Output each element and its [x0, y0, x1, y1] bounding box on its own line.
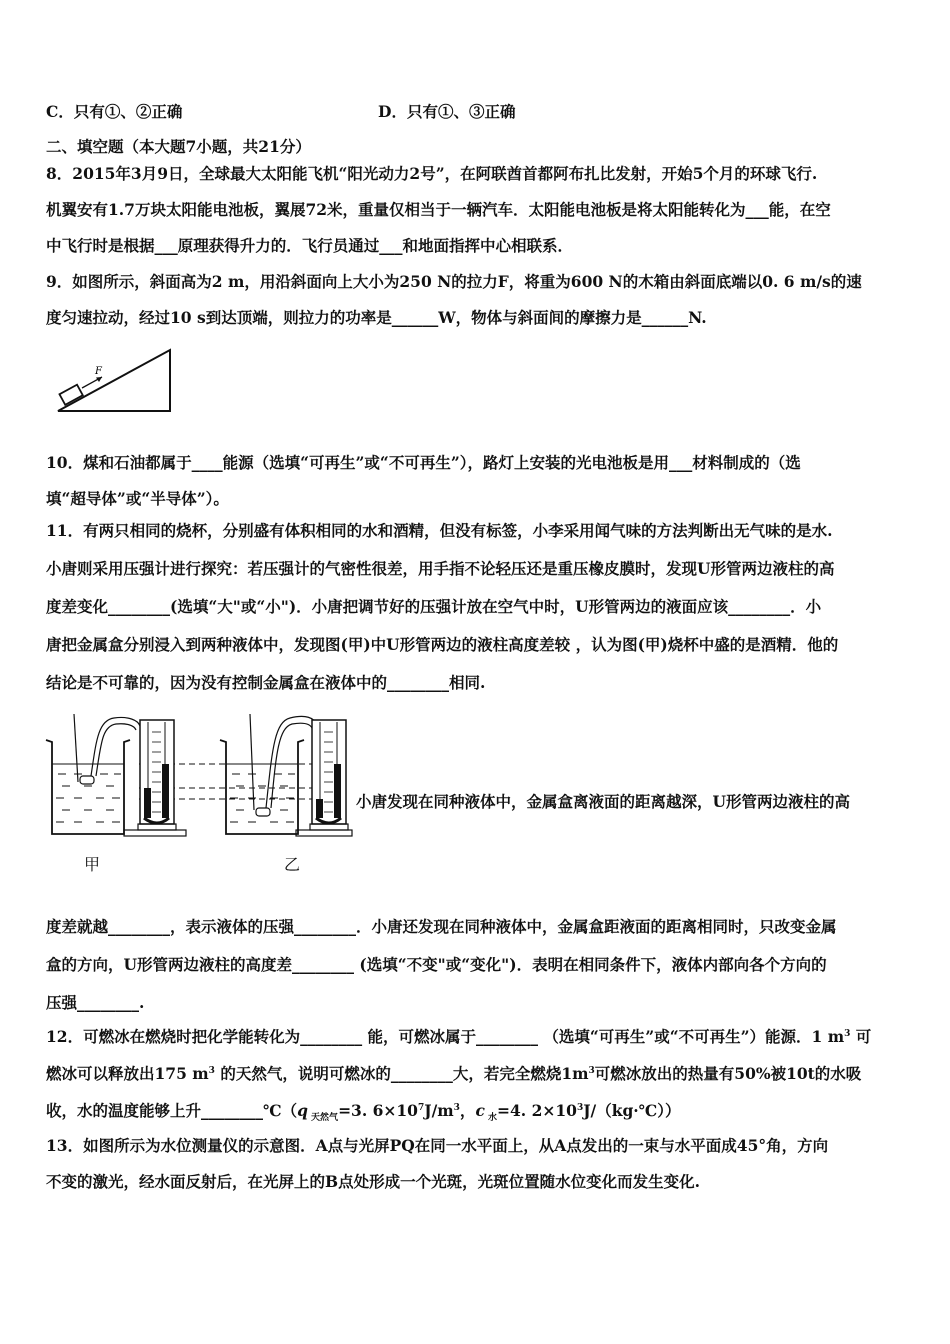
beaker-yi [220, 714, 316, 834]
pressure-gauge-figure [44, 712, 354, 842]
q10-line-2: 填“超导体”或“半导体”）。 [46, 489, 229, 508]
q11-line-4: 唐把金属盒分别浸入到两种液体中，发现图(甲)中U形管两边的液柱高度差较 ，认为图(甲)烧杯中盛的是酒精．他的 [46, 635, 839, 654]
label-jia: 甲 [84, 855, 101, 874]
q11-side-text: 小唐发现在同种液体中，金属盒离液面的距离越深，U形管两边液柱的高 [356, 792, 851, 811]
q11-line-2: 小唐则采用压强计进行探究：若压强计的气密性很差，用手指不论轻压还是重压橡皮膜时，发现U形管两边液柱的高 [46, 559, 835, 578]
u-tube-yi [296, 720, 352, 836]
q11-cont-line-1: 度差就越________，表示液体的压强________．小唐还发现在同种液体中，金属盒距液面的距离相同时，只改变金属 [46, 917, 837, 936]
q13-line-1: 13．如图所示为水位测量仪的示意图．A点与光屏PQ在同一水平面上，从A点发出的一束与水平面成45°角，方向 [46, 1136, 829, 1155]
q10-line-1: 10．煤和石油都属于____能源（选填“可再生”或“不可再生”），路灯上安装的光电池板是用___材料制成的（选 [46, 453, 801, 472]
q9-line-2: 度匀速拉动，经过10 s到达顶端，则拉力的功率是______W，物体与斜面间的摩擦力是______N. [46, 308, 707, 327]
q8-line-3: 中飞行时是根据___原理获得升力的．飞行员通过___和地面指挥中心相联系． [46, 236, 574, 255]
q9-line-1: 9．如图所示，斜面高为2 m，用沿斜面向上大小为250 N的拉力F，将重为600 N的木箱由斜面底端以0. 6 m/s的速 [46, 272, 862, 291]
q11-line-3: 度差变化________(选填“大"或“小")．小唐把调节好的压强计放在空气中时，U形管两边的液面应该________．小 [46, 597, 822, 616]
q8-line-2: 机翼安有1.7万块太阳能电池板，翼展72米，重量仅相当于一辆汽车．太阳能电池板是将太阳能转化为___能，在空 [46, 200, 831, 219]
q12-line-1: 12．可燃冰在燃烧时把化学能转化为________ 能，可燃冰属于________ （选填“可再生”或“不可再生”）能源．1 $m^3$ 可 [46, 1027, 872, 1046]
option-c: C．只有①、②正确 [46, 102, 183, 121]
label-yi: 乙 [284, 855, 301, 874]
u-tube-jia [124, 720, 186, 836]
beaker-jia [46, 714, 140, 834]
q11-line-1: 11．有两只相同的烧杯，分别盛有体积相同的水和酒精，但没有标签，小李采用闻气味的方法判断出无气味的是水. [46, 521, 833, 540]
q12-line-3: 收，水的温度能够上升________℃（q $_{天然气}$=3. $6\times 10^7J/m^3$，c $_水$=4. $2\times 10^3J/(kg\cdot℃)$） [46, 1101, 681, 1124]
q12-line-2: 燃冰可以释放出175 $m^3$ 的天然气，说明可燃冰的________大，若完全燃烧$1m^3$可燃冰放出的热量有50%被10t的水吸 [46, 1064, 862, 1083]
q8-line-1: 8．2015年3月9日，全球最大太阳能飞机“阳光动力2号”，在阿联酋首都阿布扎比发射，开始5个月的环球飞行. [46, 164, 818, 183]
q11-line-5: 结论是不可靠的，因为没有控制金属盒在液体中的________相同. [46, 673, 486, 692]
q13-line-2: 不变的激光，经水面反射后，在光屏上的B点处形成一个光斑，光斑位置随水位变化而发生变化. [46, 1172, 701, 1191]
q11-cont-line-2: 盒的方向，U形管两边液柱的高度差________ (选填“不变"或“变化")．表明在相同条件下，液体内部向各个方向的 [46, 955, 827, 974]
option-d: D．只有①、③正确 [378, 102, 516, 121]
force-label: F [95, 366, 102, 377]
q11-cont-line-3: 压强________. [46, 993, 145, 1012]
incline-figure [56, 348, 176, 414]
section-title: 二、填空题（本大题7小题，共21分） [46, 137, 311, 156]
